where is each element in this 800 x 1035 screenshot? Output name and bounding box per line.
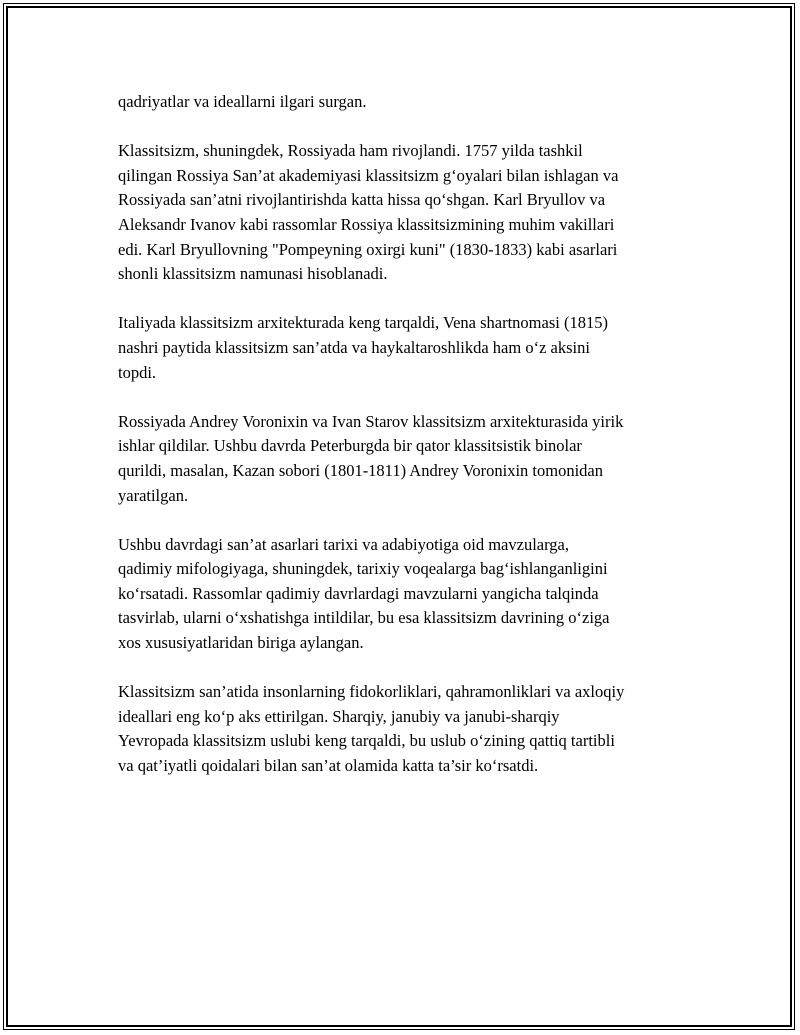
paragraph-4: Rossiyada Andrey Voronixin va Ivan Starov klassitsizm arxitekturasida yirik ishlar qildilar. Ushbu davrda Peterburgda bir qator klassitsistik binolar qurildi, masalan, Kazan sobori (1801-1811) Andrey Voronixin tomonidan yaratilgan. bbox=[118, 411, 624, 505]
paragraph-6: Klassitsizm san’atida insonlarning fidokorliklari, qahramonliklari va axloqiy ideallari eng ko‘p aks ettirilgan. Sharqiy, janubiy va janubi-sharqiy Yevropada klassitsizm uslubi keng tarqaldi, bu uslub o‘zining qattiq tartibli va qat’iyatli qoidalari bilan san’at olamida katta ta’sir ko‘rsatdi. bbox=[118, 682, 625, 776]
paragraph-5: Ushbu davrdagi san’at asarlari tarixi va adabiyotiga oid mavzularga, qadimiy mifologiyaga, shuningdek, tarixiy voqealarga bag‘ishlanganligini ko‘rsatadi. Rassomlar qadimiy davrlardagi mavzularni yangicha talqinda tasvirlab, ularni o‘xshatishga intildilar, bu esa klassitsizm davrining o‘ziga xos xususiyatlaridan biriga aylangan. bbox=[118, 534, 610, 653]
paragraph-1: qadriyatlar va ideallarni ilgari surgan. bbox=[118, 92, 367, 111]
paragraph-3: Italiyada klassitsizm arxitekturada keng tarqaldi, Vena shartnomasi (1815) nashri paytida klassitsizm san’atda va haykaltaroshlikda ham o‘z aksini topdi. bbox=[118, 313, 608, 382]
document-body bbox=[118, 90, 698, 803]
paragraph-2: Klassitsizm, shuningdek, Rossiyada ham rivojlandi. 1757 yilda tashkil qilingan Rossiya San’at akademiyasi klassitsizm g‘oyalari bilan ishlagan va Rossiyada san’atni rivojlantirishda katta hissa qo‘shgan. Karl Bryullov va Aleksandr Ivanov kabi rassomlar Rossiya klassitsizmining muhim vakillari edi. Karl Bryullovning "Pompeyning oxirgi kuni" (1830-1833) kabi asarlari shonli klassitsizm namunasi hisoblanadi. bbox=[118, 141, 619, 284]
